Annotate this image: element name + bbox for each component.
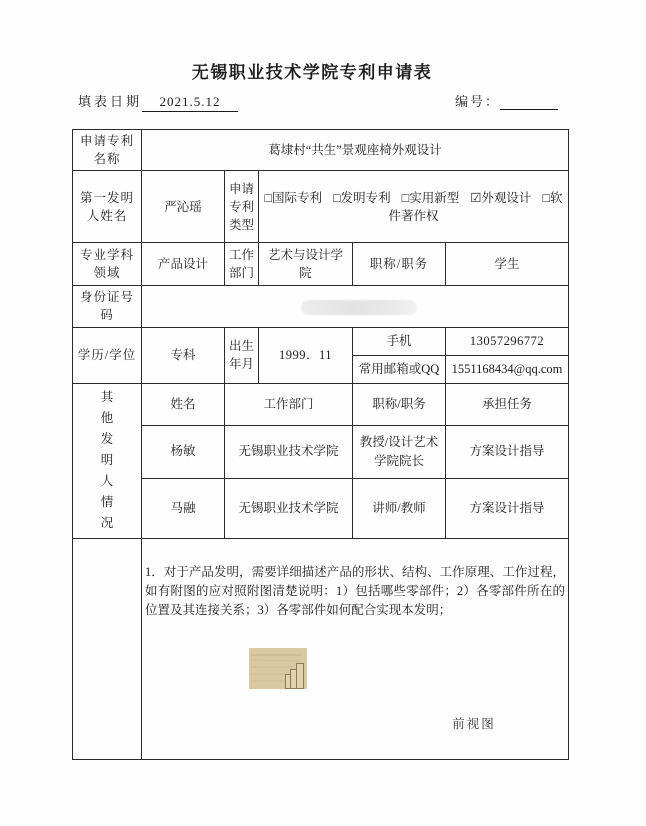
fill-date-value: 2021.5.12: [142, 94, 238, 112]
checkbox-icon[interactable]: □: [542, 190, 550, 205]
job-title-value: 学生: [446, 243, 569, 286]
table-row: [73, 286, 569, 327]
id-number-label: 身份证号码: [73, 286, 142, 327]
form-number-blank: [500, 95, 558, 110]
table-row: [73, 171, 569, 243]
empty-side-cell: [73, 538, 142, 759]
inventor-task: 方案设计指导: [446, 478, 569, 538]
description-cell: [142, 538, 569, 759]
checkbox-software-copyright[interactable]: □软件著作权: [388, 190, 563, 223]
table-row: [73, 538, 569, 759]
checkbox-icon[interactable]: □: [264, 190, 273, 205]
figure-front-view: [249, 648, 307, 689]
checkbox-checked-icon[interactable]: ☑: [470, 190, 482, 205]
inventor-title: 教授/设计艺术学院院长: [353, 425, 446, 478]
first-inventor-name: 严沁瑶: [142, 171, 225, 243]
inventor-department: 无锡职业技术学院: [225, 478, 353, 538]
fill-date-line: [78, 91, 238, 112]
redacted-id-number: [301, 300, 417, 315]
inventor-task: 方案设计指导: [446, 425, 569, 478]
table-row: [73, 383, 569, 425]
checkbox-invention-patent[interactable]: □发明专利: [333, 190, 391, 205]
page-title: 无锡职业技术学院专利申请表: [191, 63, 433, 82]
department-value: 艺术与设计学院: [259, 243, 353, 286]
phone-label: 手机: [353, 327, 446, 355]
birth-label: 出生年月: [225, 327, 259, 383]
table-row: [73, 130, 569, 171]
checkbox-icon[interactable]: □: [333, 190, 341, 205]
inventor-title: 讲师/教师: [353, 478, 446, 538]
inventor-name: 杨敏: [142, 425, 225, 478]
subject-value: 产品设计: [142, 243, 225, 286]
checkbox-design-checked[interactable]: ☑外观设计: [470, 190, 532, 205]
inventor-name: 马融: [142, 478, 225, 538]
table-row: [73, 243, 569, 286]
email-value: 1551168434@qq.com: [446, 355, 569, 383]
education-label: 学历/学位: [73, 327, 142, 383]
table-row: [73, 425, 569, 478]
patent-name-value: 葛埭村“共生”景观座椅外观设计: [142, 130, 569, 171]
form-number-line: [455, 91, 558, 110]
fill-date-label: 填表日期: [78, 94, 143, 109]
phone-value: 13057296772: [446, 327, 569, 355]
other-inventors-header-title: 职称/职务: [353, 383, 446, 425]
patent-name-label: 申请专利名称: [73, 130, 142, 171]
birth-value: 1999．11: [259, 327, 353, 383]
patent-type-options: [259, 171, 569, 243]
subject-label: 专业学科领域: [73, 243, 142, 286]
application-table: [72, 129, 569, 760]
other-inventors-header-name: 姓名: [142, 383, 225, 425]
other-inventors-header-department: 工作部门: [225, 383, 353, 425]
inventor-department: 无锡职业技术学院: [225, 425, 353, 478]
table-row: [73, 327, 569, 355]
other-inventors-section-label: 其他发明人情况: [73, 383, 142, 538]
education-value: 专科: [142, 327, 225, 383]
other-inventors-header-task: 承担任务: [446, 383, 569, 425]
description-text: 1．对于产品发明，需要详细描述产品的形状、结构、工作原理、工作过程，如有附图的应对照附图清楚说明：1）包括哪些零部件；2）各零部件所在的位置及其连接关系；3）各零部件如何配合实现本发明；: [145, 565, 565, 618]
email-label: 常用邮箱或QQ: [353, 355, 446, 383]
first-inventor-label: 第一发明人姓名: [73, 171, 142, 243]
patent-type-label: 申请专利类型: [225, 171, 259, 243]
figure-caption: 前视图: [452, 717, 496, 732]
bench-front-view-image: [249, 648, 307, 689]
checkbox-utility-model[interactable]: □实用新型: [401, 190, 460, 205]
checkbox-icon[interactable]: □: [401, 190, 410, 205]
department-label: 工作部门: [225, 243, 259, 286]
table-row: [73, 478, 569, 538]
checkbox-international-patent[interactable]: □国际专利: [264, 190, 323, 205]
form-number-label: 编号：: [455, 94, 501, 109]
job-title-label: 职称/职务: [353, 243, 446, 286]
id-number-cell: [142, 286, 569, 327]
